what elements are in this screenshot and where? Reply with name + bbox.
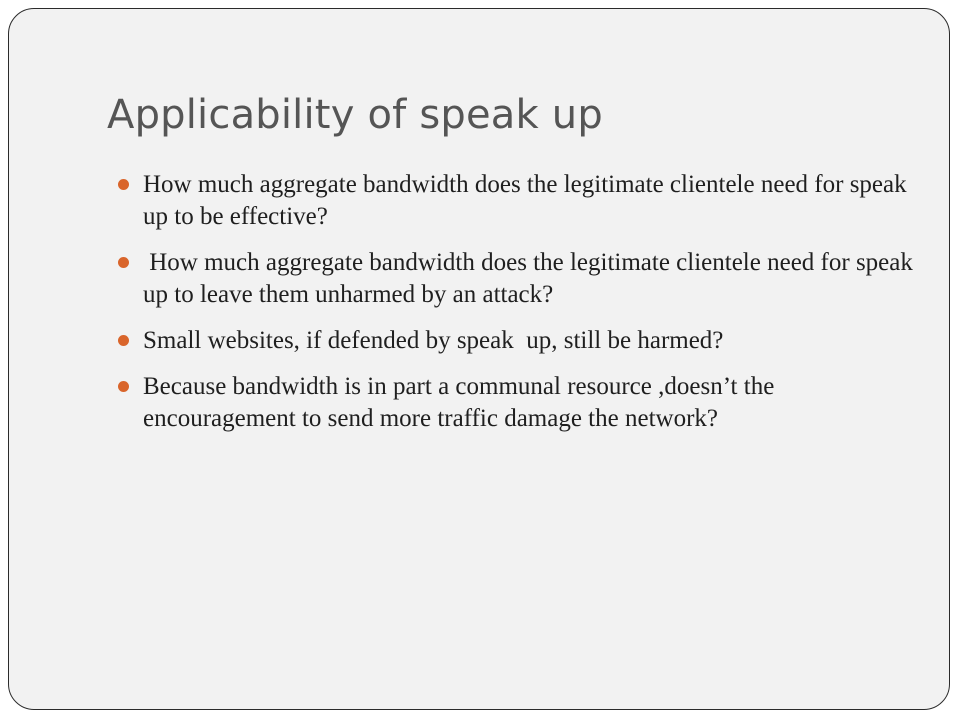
bullet-dot-icon [118, 335, 129, 346]
bullet-item [117, 247, 920, 311]
bullet-text: How much aggregate bandwidth does the legitimate clientele need for speak up to leave them unharmed by an attack? [143, 249, 920, 308]
bullet-text: Because bandwidth is in part a communal resource ,doesn’t the encouragement to send more traffic damage the network? [143, 373, 775, 432]
bullet-item [117, 169, 917, 233]
bullet-item [117, 371, 917, 435]
bullet-text: How much aggregate bandwidth does the legitimate clientele need for speak up to be effective? [143, 171, 907, 230]
bullet-dot-icon [118, 179, 129, 190]
slide-title: Applicability of speak up [107, 92, 603, 138]
bullet-text: Small websites, if defended by speak up, still be harmed? [143, 327, 724, 354]
bullet-item [117, 325, 917, 357]
bullet-dot-icon [118, 257, 129, 268]
bullet-list [117, 169, 920, 449]
bullet-dot-icon [118, 381, 129, 392]
slide-frame [8, 8, 950, 710]
